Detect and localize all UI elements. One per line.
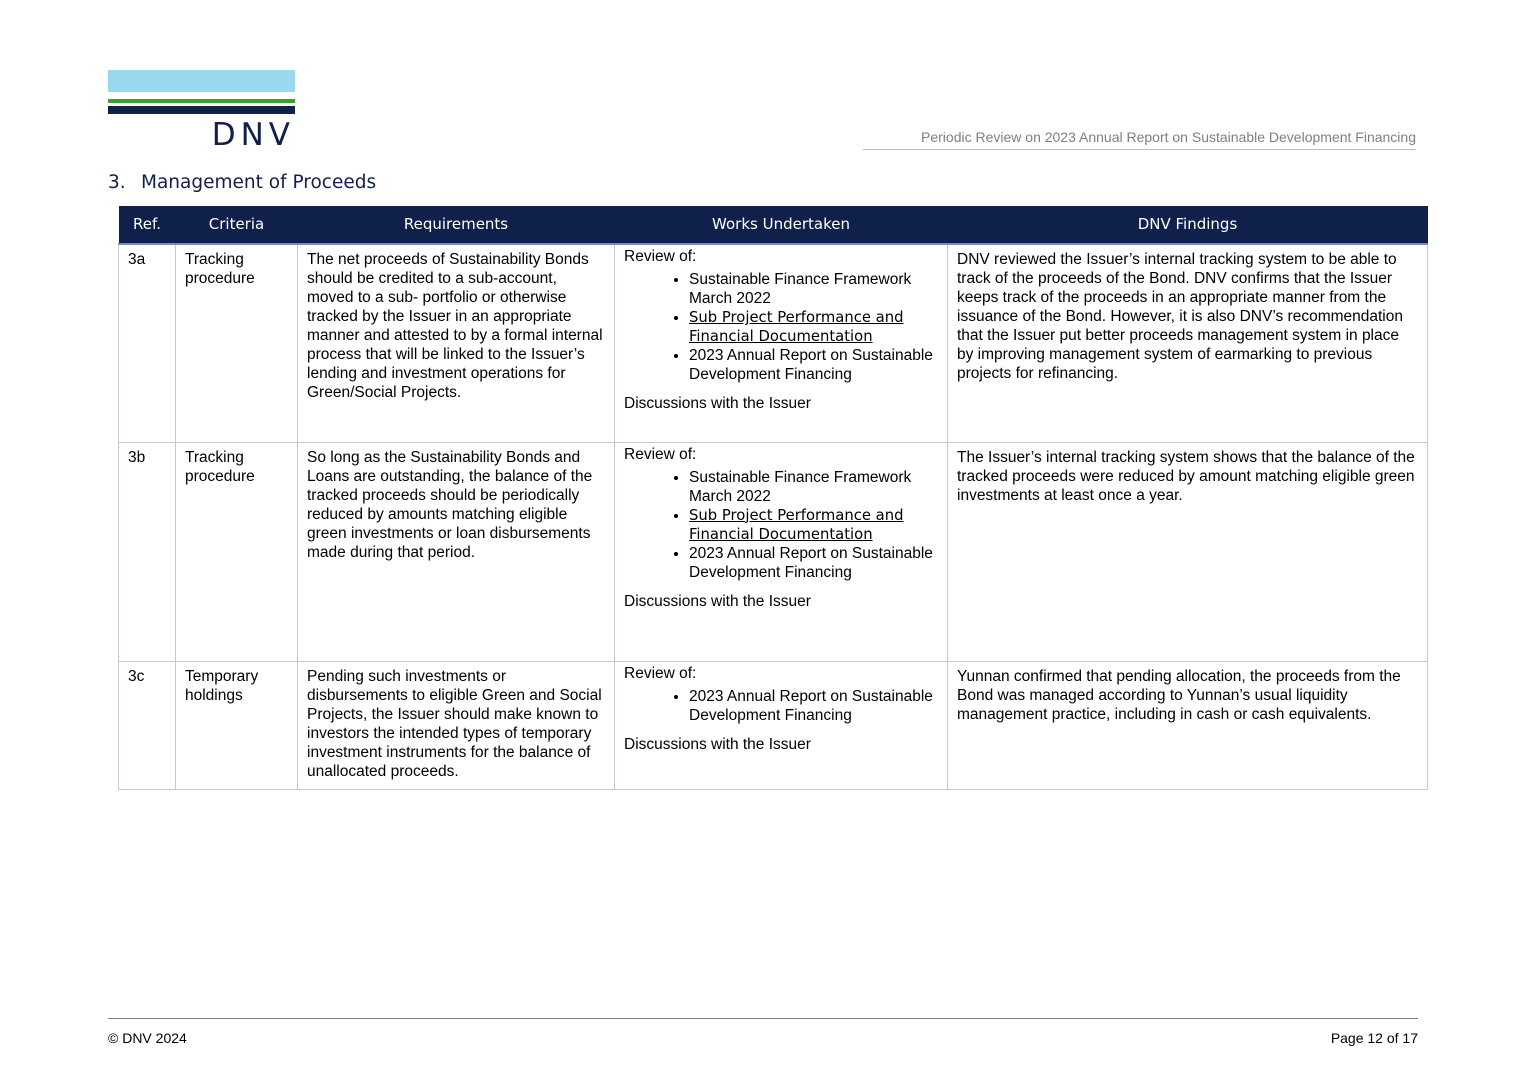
table-row: [119, 661, 1428, 789]
column-header-ref: Ref.: [119, 206, 176, 244]
document-reference-link[interactable]: Sub Project Performance and Financial Documentation: [689, 309, 904, 345]
document-header-reference: Periodic Review on 2023 Annual Report on Sustainable Development Financing: [863, 129, 1416, 150]
logo-navy-band: [108, 106, 295, 114]
works-outro: Discussions with the Issuer: [624, 592, 811, 610]
requirements-cell: The net proceeds of Sustainability Bonds should be credited to a sub-account, moved to a sub- portfolio or otherwise tracked by the Issuer in an appropriate manner and attested to by a formal internal process that will be linked to the Issuer’s lending and investment operations for Green/Social Projects.: [298, 244, 615, 442]
proceeds-table: [118, 206, 1428, 790]
logo-light-band: [108, 70, 295, 92]
table-header-row: [119, 206, 1428, 244]
dnv-logo: [108, 70, 295, 152]
list-item: • 2023 Annual Report on Sustainable Development Financing: [689, 346, 938, 384]
works-cell: [615, 442, 948, 661]
logo-green-band: [108, 99, 295, 103]
works-outro: Discussions with the Issuer: [624, 395, 811, 412]
list-item: [689, 506, 938, 544]
findings-cell: DNV reviewed the Issuer’s internal tracking system to be able to track of the proceeds of the Bond. DNV confirms that the Issuer keeps track of the proceeds in an appropriate manner from the issuance of the Bond. However, it is also DNV’s recommendation that the Issuer put better proceeds management system in place by improving management system of earmarking to previous projects for refinancing.: [948, 244, 1428, 442]
requirements-cell: So long as the Sustainability Bonds and Loans are outstanding, the balance of the tracked proceeds should be periodically reduced by amounts matching eligible green investments or loan disbursements made during that period.: [298, 442, 615, 661]
findings-cell: The Issuer’s internal tracking system shows that the balance of the tracked proceeds were reduced by amount matching eligible green investments at least once a year.: [948, 442, 1428, 661]
findings-cell: Yunnan confirmed that pending allocation, the proceeds from the Bond was managed according to Yunnan’s usual liquidity management practice, including in cash or cash equivalents.: [948, 661, 1428, 789]
list-item: • 2023 Annual Report on Sustainable Development Financing: [689, 687, 938, 725]
column-header-criteria: Criteria: [176, 206, 298, 244]
requirements-cell: Pending such investments or disbursements to eligible Green and Social Projects, the Issuer should make known to investors the intended types of temporary investment instruments for the balance of unallocated proceeds.: [298, 661, 615, 789]
works-intro: Review of:: [624, 664, 697, 682]
criteria-cell: Tracking procedure: [176, 244, 298, 442]
footer-page-number: Page 12 of 17: [1330, 1030, 1418, 1046]
criteria-cell: Temporary holdings: [176, 661, 298, 789]
footer-copyright: © DNV 2024: [108, 1030, 187, 1046]
ref-cell: 3a: [119, 244, 176, 442]
table-row: [119, 244, 1428, 442]
works-cell: [615, 661, 948, 789]
works-cell: [615, 244, 948, 442]
table-row: [119, 442, 1428, 661]
section-heading: [108, 172, 376, 193]
works-intro: Review of:: [624, 248, 697, 265]
document-reference-link[interactable]: Sub Project Performance and Financial Documentation: [689, 506, 904, 543]
works-intro: Review of:: [624, 445, 697, 463]
column-header-requirements: Requirements: [298, 206, 615, 244]
section-title: Management of Proceeds: [141, 172, 377, 193]
logo-wordmark: DNV: [211, 117, 295, 153]
works-list: [624, 687, 938, 725]
footer-divider: [108, 1018, 1418, 1019]
works-list: [624, 270, 938, 384]
ref-cell: 3c: [119, 661, 176, 789]
criteria-cell: Tracking procedure: [176, 442, 298, 661]
works-outro: Discussions with the Issuer: [624, 735, 811, 753]
list-item: [689, 308, 938, 346]
column-header-dnv-findings: DNV Findings: [948, 206, 1428, 244]
works-list: [624, 468, 938, 582]
column-header-works-undertaken: Works Undertaken: [615, 206, 948, 244]
section-number: 3.: [108, 172, 126, 193]
list-item: • Sustainable Finance Framework March 2022: [689, 270, 938, 308]
list-item: • 2023 Annual Report on Sustainable Development Financing: [689, 544, 938, 582]
list-item: • Sustainable Finance Framework March 2022: [689, 468, 938, 506]
ref-cell: 3b: [119, 442, 176, 661]
